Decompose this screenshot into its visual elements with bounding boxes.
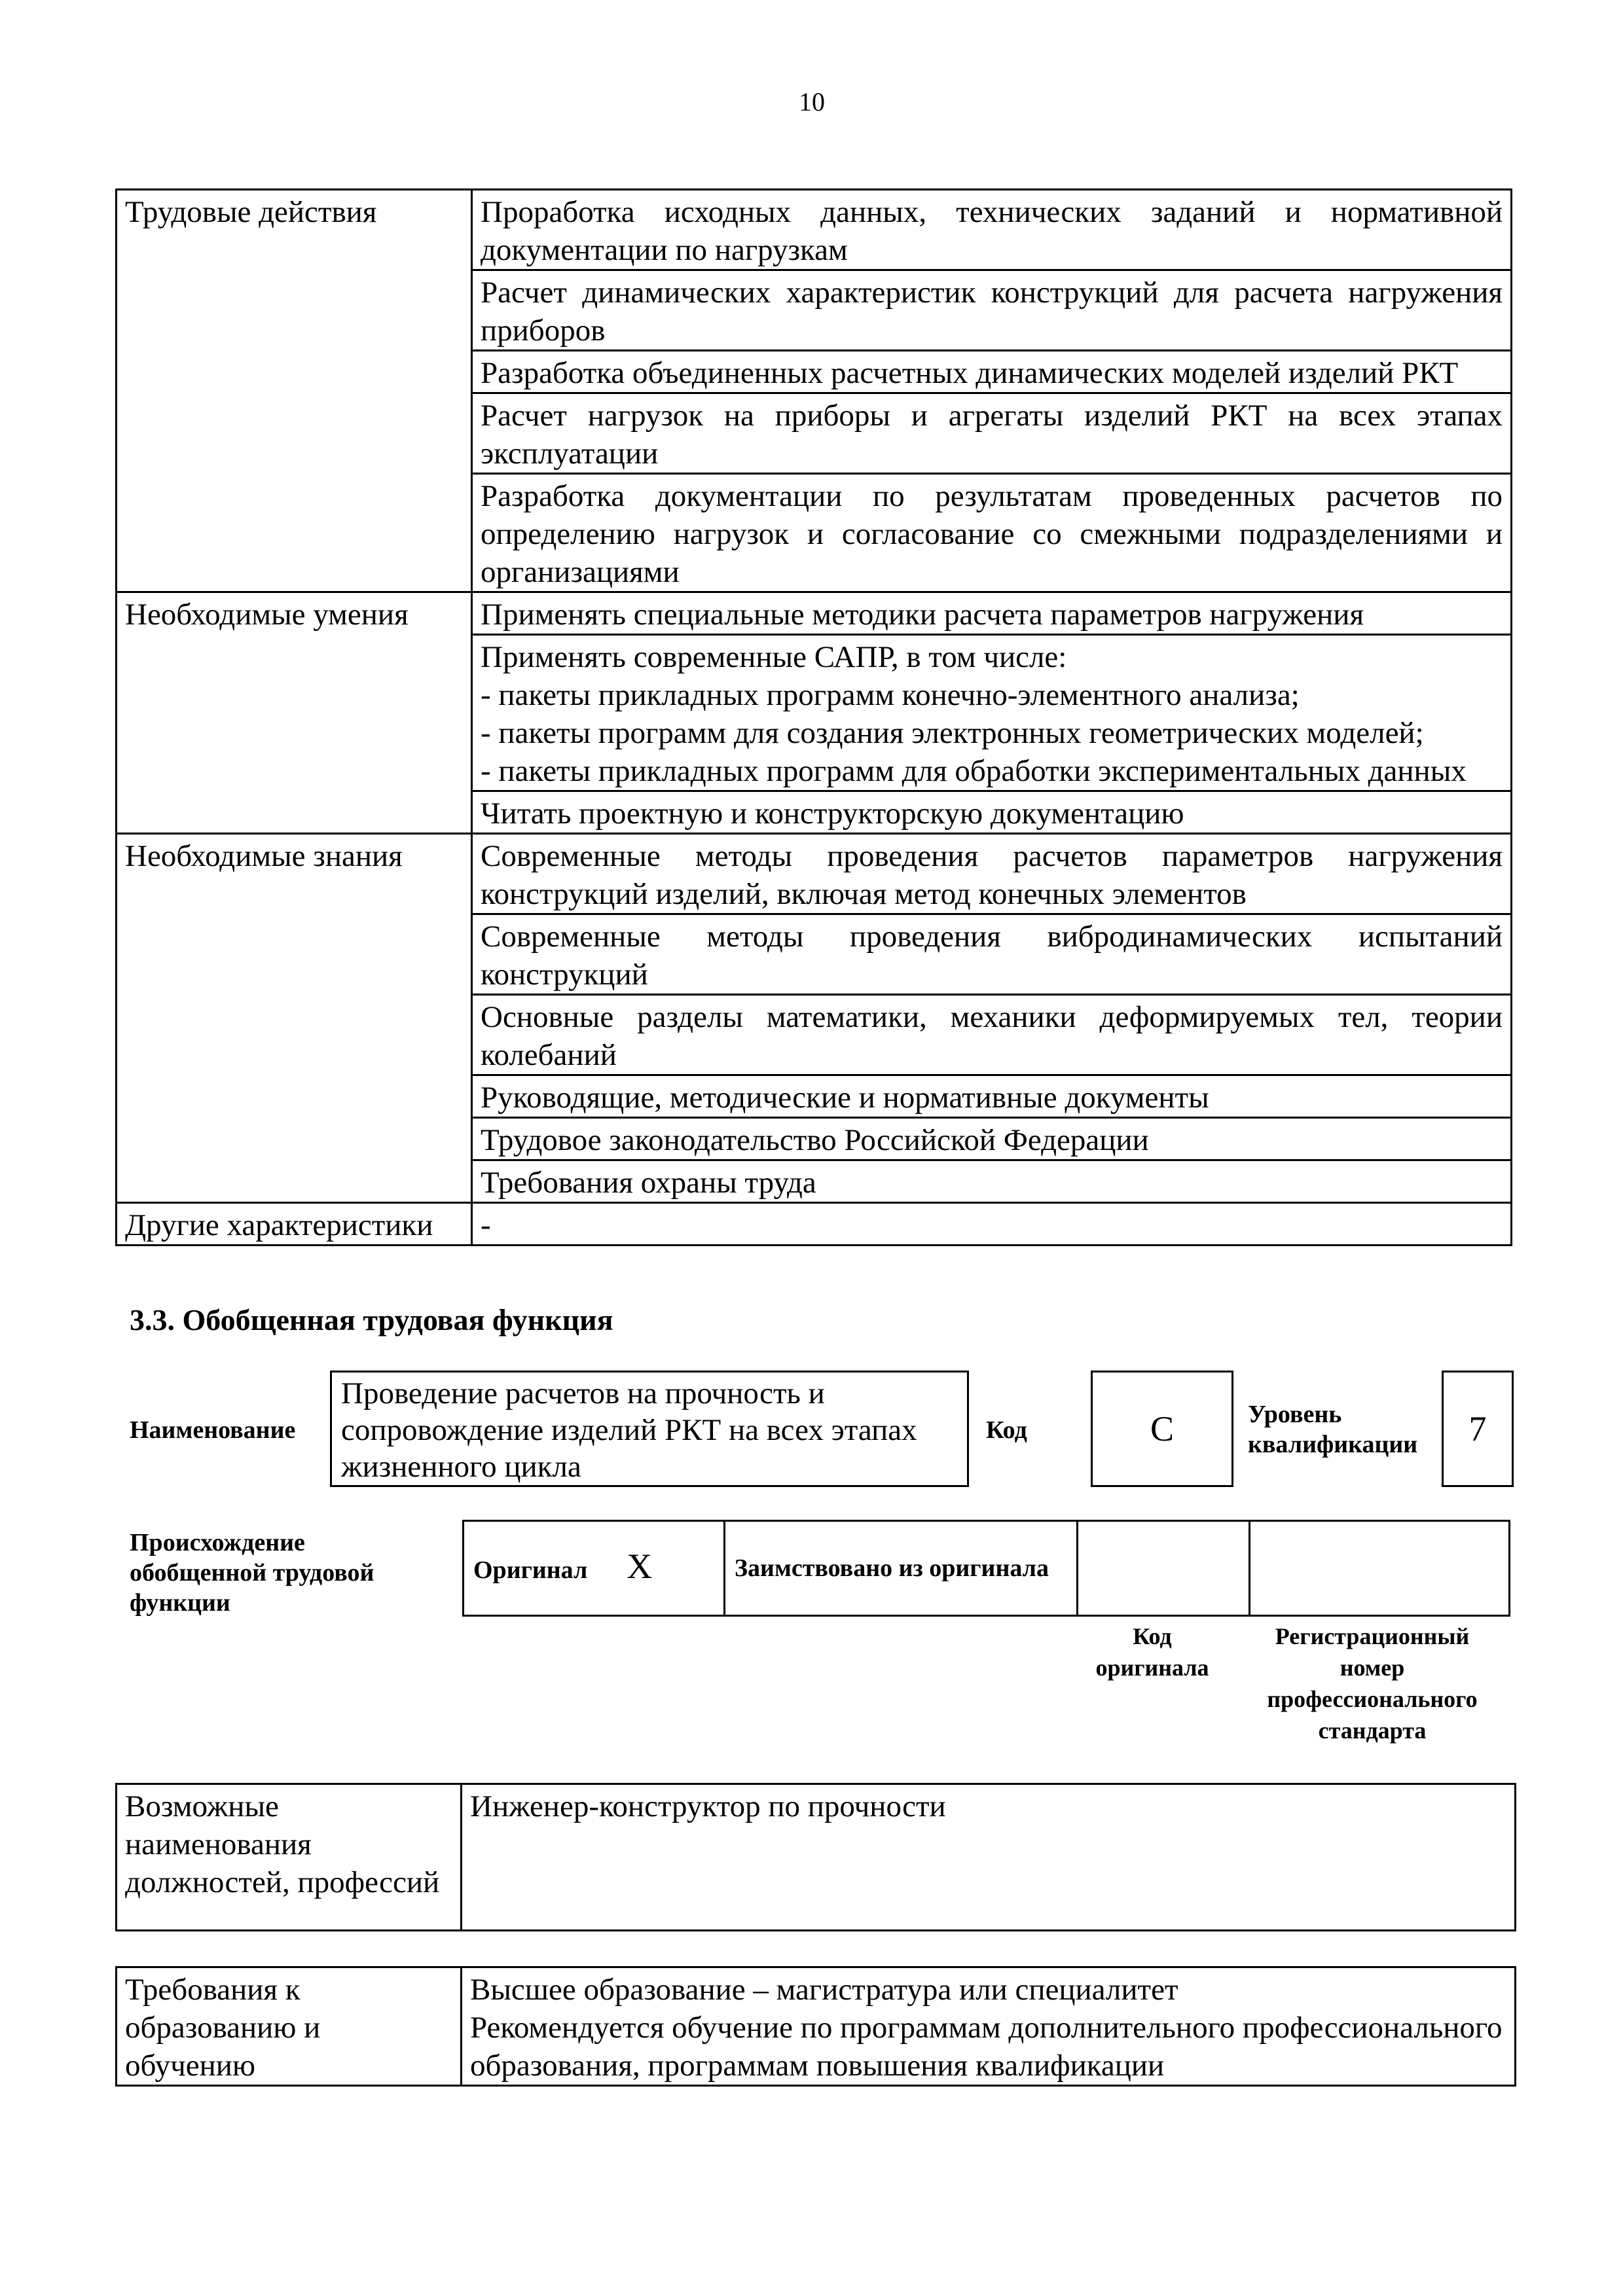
qualification-level-box: 7 xyxy=(1442,1371,1514,1487)
registration-number-caption: Регистрационный номер профессионального стандарта xyxy=(1267,1623,1478,1744)
table-cell: Разработка объединенных расчетных динамических моделей изделий РКТ xyxy=(472,351,1512,393)
table-row xyxy=(117,190,1512,270)
table-cell: Читать проектную и конструкторскую документацию xyxy=(472,791,1512,834)
table-cell: Разработка документации по результатам проведенных расчетов по определению нагрузок и согласование со смежными подразделениями и организациями xyxy=(472,474,1512,592)
education-line: Высшее образование – магистратура или специалитет xyxy=(470,1973,1178,2007)
required-skills-label: Необходимые умения xyxy=(117,592,472,834)
education-line: Рекомендуется обучение по программам дополнительного профессионального образования, программам повышения квалификации xyxy=(470,2011,1503,2083)
cad-skills-line: - пакеты прикладных программ для обработки экспериментальных данных xyxy=(481,754,1467,788)
table-row xyxy=(117,1203,1512,1246)
positions-value: Инженер-конструктор по прочности xyxy=(462,1784,1516,1931)
code-label: Код xyxy=(986,1416,1027,1444)
table-cell: Современные методы проведения вибродинамических испытаний конструкций xyxy=(472,914,1512,995)
cad-skills-line: - пакеты прикладных программ конечно-элементного анализа; xyxy=(481,678,1300,712)
table-cell: Основные разделы математики, механики деформируемых тел, теории колебаний xyxy=(472,995,1512,1075)
original-code-cell xyxy=(1078,1521,1250,1616)
original-code-caption: Код оригинала xyxy=(1095,1623,1209,1681)
cad-skills-cell xyxy=(472,635,1512,791)
original-cell xyxy=(464,1521,725,1616)
education-label: Требования к образованию и обучению xyxy=(117,1967,462,2086)
table-cell: Применять специальные методики расчета параметров нагружения xyxy=(472,592,1512,635)
table-row xyxy=(117,1784,1516,1931)
page-number: 10 xyxy=(799,87,825,117)
required-knowledge-label: Необходимые знания xyxy=(117,834,472,1203)
table-cell: Проработка исходных данных, технических заданий и нормативной документации по нагрузкам xyxy=(472,190,1512,270)
table-cell: Расчет динамических характеристик конструкций для расчета нагружения приборов xyxy=(472,270,1512,351)
qualification-level-label: Уровень квалификации xyxy=(1248,1401,1418,1458)
table-cell: - xyxy=(472,1203,1512,1246)
registration-number-cell xyxy=(1250,1521,1510,1616)
table-cell: Трудовое законодательство Российской Федерации xyxy=(472,1118,1512,1160)
table-cell: Руководящие, методические и нормативные документы xyxy=(472,1075,1512,1118)
cad-skills-line: Применять современные САПР, в том числе: xyxy=(481,640,1067,674)
name-label: Наименование xyxy=(130,1416,296,1444)
table-row xyxy=(117,834,1512,914)
table-cell: Расчет нагрузок на приборы и агрегаты изделий РКТ на всех этапах эксплуатации xyxy=(472,393,1512,474)
education-table xyxy=(115,1966,1516,2087)
section-title: 3.3. Обобщенная трудовая функция xyxy=(130,1303,613,1336)
cad-skills-line: - пакеты программ для создания электронных геометрических моделей; xyxy=(481,716,1424,750)
table-row xyxy=(117,1967,1516,2086)
education-value xyxy=(462,1967,1516,2086)
code-value-box: С xyxy=(1091,1371,1233,1487)
table-cell: Современные методы проведения расчетов параметров нагружения конструкций изделий, включая метод конечных элементов xyxy=(472,834,1512,914)
origin-table xyxy=(462,1520,1510,1617)
function-name-box: Проведение расчетов на прочность и сопровождение изделий РКТ на всех этапах жизненного цикла xyxy=(330,1371,969,1487)
original-label: Оригинал xyxy=(473,1556,588,1584)
labor-characteristics-table xyxy=(115,188,1512,1246)
borrowed-label: Заимствовано из оригинала xyxy=(725,1521,1078,1616)
other-characteristics-label: Другие характеристики xyxy=(117,1203,472,1246)
table-row xyxy=(464,1521,1510,1616)
table-row xyxy=(117,592,1512,635)
positions-label: Возможные наименования должностей, профессий xyxy=(117,1784,462,1931)
positions-table xyxy=(115,1783,1516,1931)
original-mark: X xyxy=(627,1547,653,1586)
table-cell: Требования охраны труда xyxy=(472,1160,1512,1203)
origin-label: Происхождение обобщенной трудовой функции xyxy=(130,1529,374,1617)
labor-actions-label: Трудовые действия xyxy=(117,190,472,592)
